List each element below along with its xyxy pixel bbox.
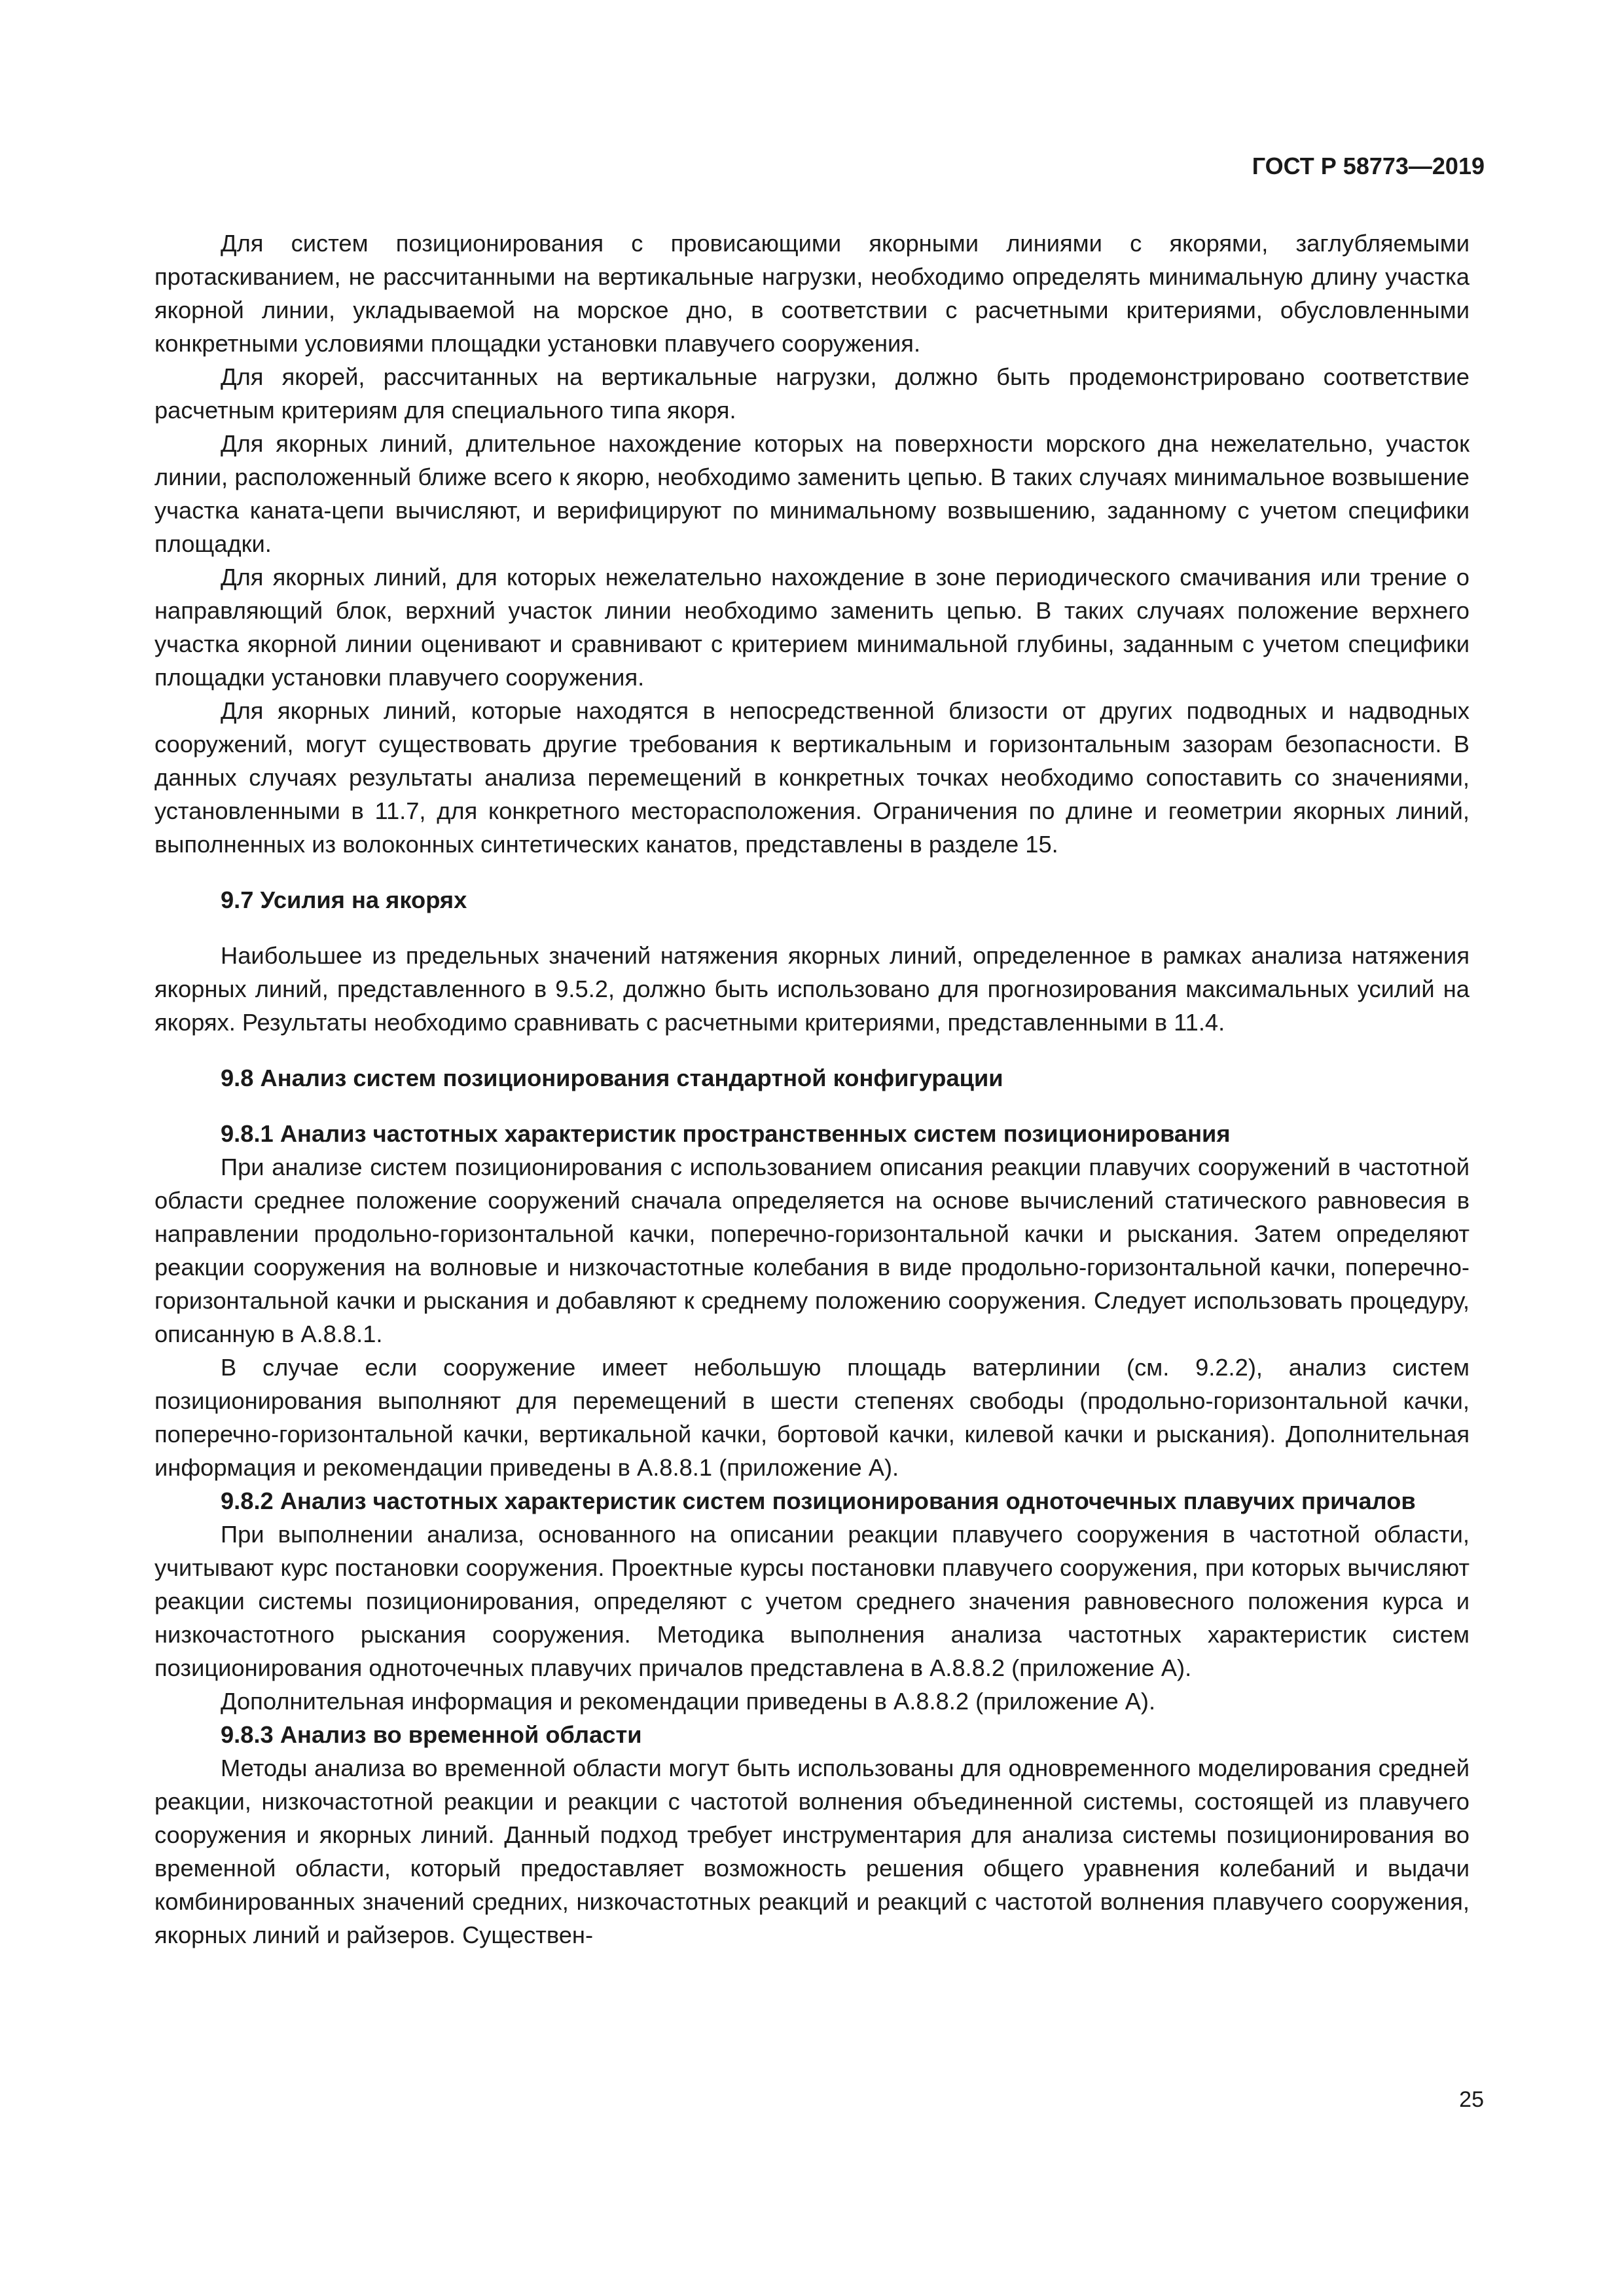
paragraph: Для якорных линий, длительное нахождение которых на поверхности морского дна нежелательно, участок линии, расположенный ближе всего к якорю, необходимо заменить цепью. В таких случаях минимальное возвышение участка каната-цепи вычисляют, и верифицируют по минимальному возвышению, заданному с учетом специфики площадки. [154, 430, 1470, 557]
subsection-heading-9-8-1: 9.8.1 Анализ частотных характеристик пространственных систем позиционирования [221, 1120, 1231, 1147]
paragraph: Для систем позиционирования с провисающими якорными линиями с якорями, заглубляемыми протаскиванием, не рассчитанными на вертикальные нагрузки, необходимо определять минимальную длину участка якорной линии, укладываемой на морское дно, в соответствии с расчетными критериями, обусловленными конкретными условиями площадки установки плавучего сооружения. [154, 230, 1470, 357]
paragraph: Для якорных линий, для которых нежелательно нахождение в зоне периодического смачивания или трение о направляющий блок, верхний участок линии необходимо заменить цепью. В таких случаях положение верхнего участка якорной линии оценивают и сравнивают с критерием минимальной глубины, заданным с учетом специфики площадки установки плавучего сооружения. [154, 564, 1470, 691]
paragraph: Дополнительная информация и рекомендации приведены в А.8.8.2 (приложение А). [221, 1688, 1156, 1715]
section-heading-9-8: 9.8 Анализ систем позиционирования стандартной конфигурации [221, 1065, 1003, 1091]
subsection-heading-9-8-3: 9.8.3 Анализ во временной области [221, 1721, 642, 1748]
document-code-header: ГОСТ Р 58773—2019 [1252, 153, 1485, 179]
paragraph: Наибольшее из предельных значений натяжения якорных линий, определенное в рамках анализа натяжения якорных линий, представленного в 9.5.2, должно быть использовано для прогнозирования максимальных усилий на якорях. Результаты необходимо сравнивать с расчетными критериями, представленными в 11.4. [154, 942, 1470, 1036]
paragraph: Методы анализа во временной области могут быть использованы для одновременного моделирования средней реакции, низкочастотной реакции и реакции с частотой волнения объединенной системы, состоящей из плавучего сооружения и якорных линий. Данный подход требует инструментария для анализа системы позиционирования во временной области, который предоставляет возможность решения общего уравнения колебаний и выдачи комбинированных значений средних, низкочастотных реакций и реакций с частотой волнения плавучего сооружения, якорных линий и райзеров. Существен- [154, 1755, 1470, 1948]
page-number: 25 [1459, 2087, 1484, 2112]
paragraph: При выполнении анализа, основанного на описании реакции плавучего сооружения в частотной области, учитывают курс постановки сооружения. Проектные курсы постановки плавучего сооружения, при которых вычисляют реакции системы позиционирования, определяют с учетом среднего значения равновесного положения курса и низкочастотного рыскания сооружения. Методика выполнения анализа частотных характеристик систем позиционирования одноточечных плавучих причалов представлена в А.8.8.2 (приложение А). [154, 1521, 1470, 1681]
paragraph: Для якорей, рассчитанных на вертикальные нагрузки, должно быть продемонстрировано соответствие расчетным критериям для специального типа якоря. [154, 363, 1470, 424]
subsection-heading-9-8-2: 9.8.2 Анализ частотных характеристик систем позиционирования одноточечных плавучих причалов [221, 1487, 1416, 1514]
paragraph: При анализе систем позиционирования с использованием описания реакции плавучих сооружений в частотной области среднее положение сооружений сначала определяется на основе вычислений статического равновесия в направлении продольно-горизонтальной качки, поперечно-горизонтальной качки и рыскания. Затем определяют реакции сооружения на волновые и низкочастотные колебания в виде продольно-горизонтальной качки, поперечно-горизонтальной качки и рыскания и добавляют к среднему положению сооружения. Следует использовать процедуру, описанную в А.8.8.1. [154, 1154, 1470, 1347]
section-heading-9-7: 9.7 Усилия на якорях [221, 886, 467, 913]
paragraph: В случае если сооружение имеет небольшую площадь ватерлинии (см. 9.2.2), анализ систем позиционирования выполняют для перемещений в шести степенях свободы (продольно-горизонтальной качки, поперечно-горизонтальной качки, вертикальной качки, бортовой качки, килевой качки и рыскания). Дополнительная информация и рекомендации приведены в А.8.8.1 (приложение А). [154, 1354, 1470, 1481]
page-body [154, 227, 1470, 1952]
paragraph: Для якорных линий, которые находятся в непосредственной близости от других подводных и надводных сооружений, могут существовать другие требования к вертикальным и горизонтальным зазорам безопасности. В данных случаях результаты анализа перемещений в конкретных точках необходимо сопоставить со значениями, установленными в 11.7, для конкретного месторасположения. Ограничения по длине и геометрии якорных линий, выполненных из волоконных синтетических канатов, представлены в разделе 15. [154, 697, 1470, 858]
